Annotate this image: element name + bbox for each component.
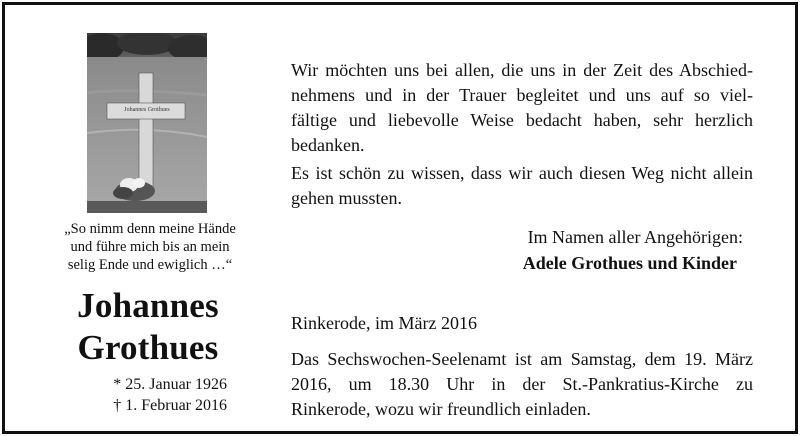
birth-date: * 25. Januar 1926 <box>113 376 227 393</box>
signer-name: Adele Grothues und Kinder <box>522 253 737 273</box>
paragraph-line: Das Sechswochen-Seelenamt ist am Samstag, dem 19. März <box>291 349 753 369</box>
paragraph-line: Rinkerode, wozu wir freundlich einladen. <box>291 399 591 419</box>
paragraph-line: nehmens und in der Trauer begleitet und uns auf so viel- <box>291 85 753 105</box>
path-paragraph <box>291 161 753 211</box>
life-dates <box>67 374 227 416</box>
paragraph-line: gehen mussten. <box>291 188 402 208</box>
bible-quote <box>45 220 255 274</box>
grave-cross-photo <box>87 33 207 213</box>
thanks-paragraph <box>291 58 753 158</box>
cross-inscription: Johannes Grothues <box>124 107 170 113</box>
quote-line: und führe mich bis an mein <box>70 239 230 255</box>
quote-line: selig Ende und ewiglich …“ <box>67 257 233 273</box>
service-paragraph <box>291 347 753 422</box>
death-date: † 1. Februar 2016 <box>113 397 227 414</box>
paragraph-line: Wir möchten uns bei allen, die uns in der Zeit des Abschied- <box>291 60 753 80</box>
last-name: Grothues <box>77 328 219 367</box>
paragraph-line: fältige und liebevolle Weise bedacht haben, sehr herzlich <box>291 110 753 130</box>
first-name: Johannes <box>77 286 219 325</box>
paragraph-line: bedanken. <box>291 135 365 155</box>
quote-line: „So nimm denn meine Hände <box>64 221 236 237</box>
obituary-frame <box>2 2 798 434</box>
signoff-text: Im Namen aller Angehörigen: <box>527 227 743 247</box>
deceased-name <box>35 285 261 369</box>
place-date: Rinkerode, im März 2016 <box>291 313 477 333</box>
paragraph-line: 2016, um 18.30 Uhr in der St.-Pankratius-Kirche zu <box>291 374 753 394</box>
paragraph-line: Es ist schön zu wissen, dass wir auch diesen Weg nicht allein <box>291 163 753 183</box>
photo-graphic <box>87 33 207 213</box>
